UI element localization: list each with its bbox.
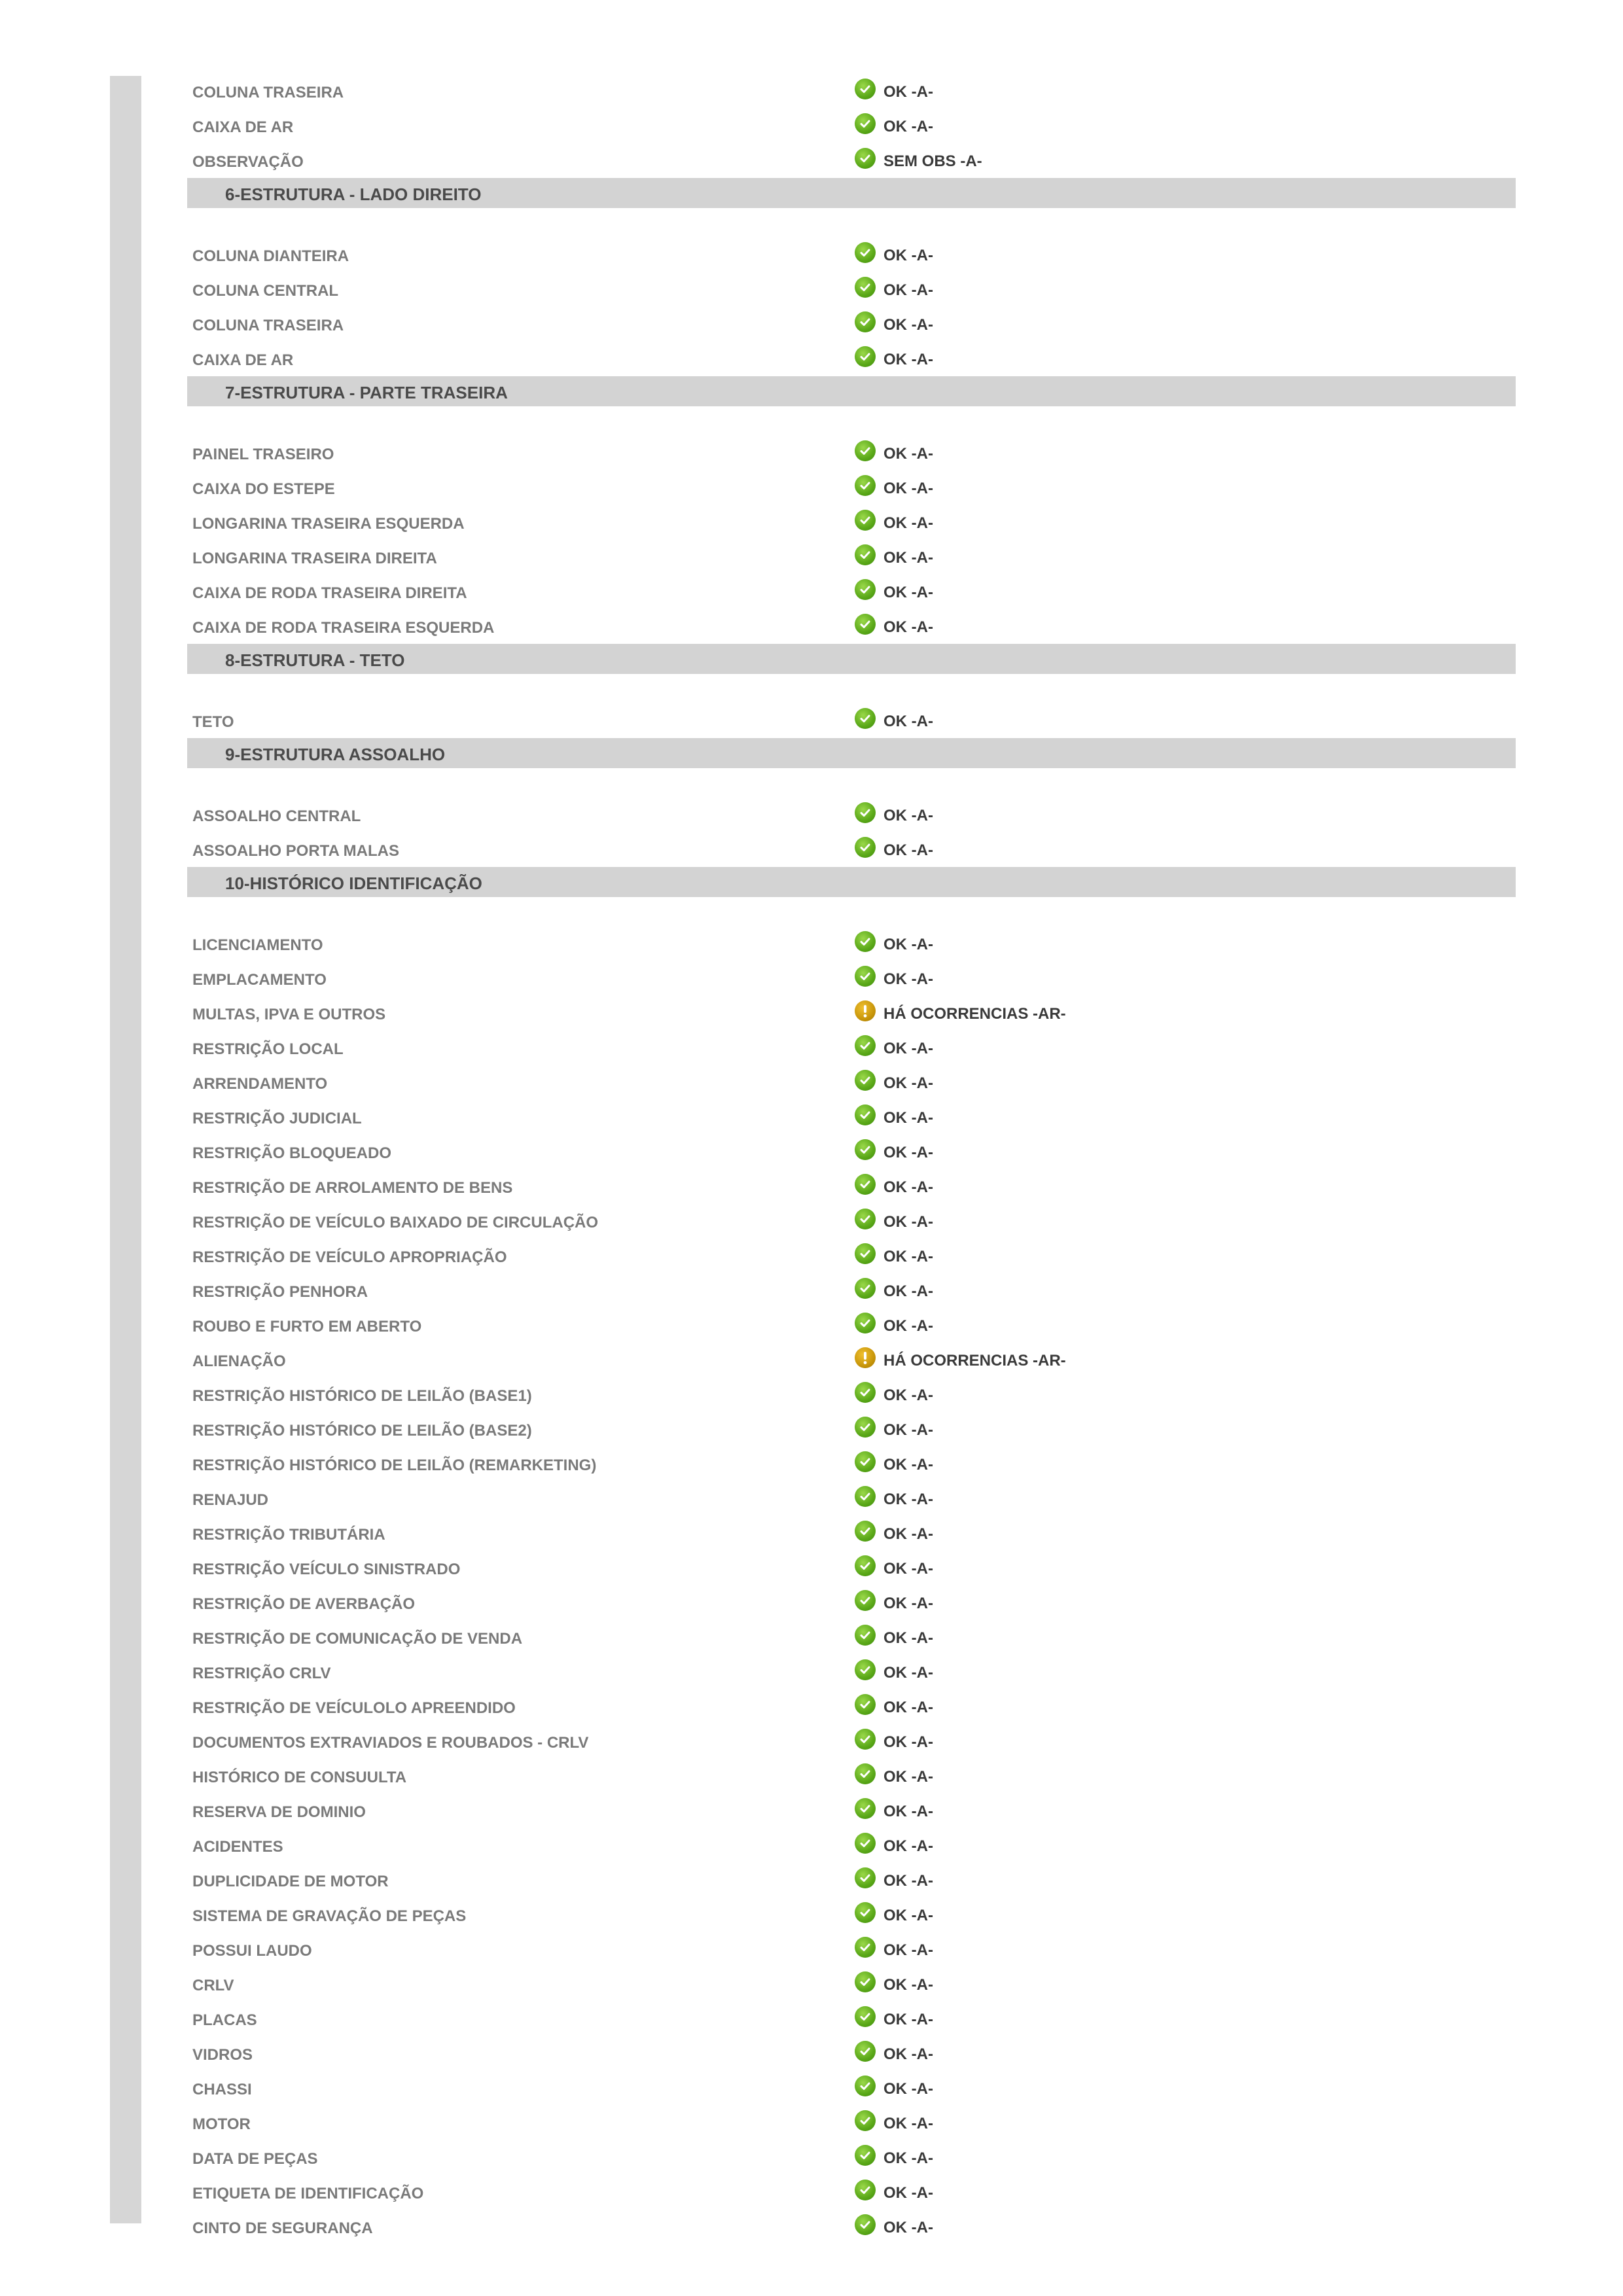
check-row — [187, 1585, 1516, 1620]
check-circle-icon — [855, 113, 876, 134]
check-circle-icon — [855, 1625, 876, 1646]
check-row — [187, 1655, 1516, 1689]
check-item-label: COLUNA TRASEIRA — [192, 84, 344, 101]
check-circle-icon — [855, 708, 876, 729]
status-text: OK -A- — [883, 1629, 933, 1647]
status-cell — [855, 111, 933, 137]
check-item-label: POSSUI LAUDO — [192, 1942, 312, 1960]
status-text: OK -A- — [883, 936, 933, 953]
status-cell — [855, 1691, 933, 1718]
check-item-label: RESTRIÇÃO JUDICIAL — [192, 1110, 362, 1127]
check-circle-icon — [855, 2110, 876, 2131]
status-text: OK -A- — [883, 1456, 933, 1474]
check-row — [187, 1759, 1516, 1793]
check-row — [187, 1724, 1516, 1759]
check-row — [187, 1412, 1516, 1447]
check-circle-icon — [855, 440, 876, 461]
check-item-label: RESTRIÇÃO LOCAL — [192, 1040, 344, 1058]
check-item-label: LONGARINA TRASEIRA DIREITA — [192, 550, 437, 567]
status-text: OK -A- — [883, 351, 933, 368]
status-cell — [855, 705, 933, 732]
status-cell — [855, 2108, 933, 2134]
status-text: OK -A- — [883, 445, 933, 463]
status-text: OK -A- — [883, 1213, 933, 1231]
section-title: 8-ESTRUTURA - TETO — [225, 650, 405, 670]
status-cell — [855, 1726, 933, 1752]
check-circle-icon — [855, 802, 876, 823]
status-cell — [855, 2212, 933, 2238]
check-item-label: LICENCIAMENTO — [192, 936, 323, 954]
check-row — [187, 1273, 1516, 1308]
status-text: HÁ OCORRENCIAS -AR- — [883, 1005, 1066, 1023]
check-row — [187, 2002, 1516, 2036]
status-text: OK -A- — [883, 316, 933, 334]
check-row — [187, 1204, 1516, 1239]
check-row — [187, 1932, 1516, 1967]
status-text: OK -A- — [883, 1976, 933, 1994]
status-text: OK -A- — [883, 2045, 933, 2063]
check-item-label: MOTOR — [192, 2115, 251, 2133]
check-item-label: ALIENAÇÃO — [192, 1352, 286, 1370]
inspection-report — [187, 74, 1516, 2244]
check-row — [187, 272, 1516, 307]
status-cell — [855, 2004, 933, 2030]
status-text: OK -A- — [883, 1907, 933, 1924]
check-circle-icon — [855, 931, 876, 952]
check-item-label: HISTÓRICO DE CONSUULTA — [192, 1769, 407, 1786]
check-circle-icon — [855, 346, 876, 367]
status-cell — [855, 1657, 933, 1683]
check-row — [187, 832, 1516, 867]
check-item-label: RESTRIÇÃO TRIBUTÁRIA — [192, 1526, 385, 1544]
section-title: 7-ESTRUTURA - PARTE TRASEIRA — [225, 383, 508, 402]
status-cell — [855, 1137, 933, 1163]
check-item-label: ARRENDAMENTO — [192, 1075, 328, 1093]
check-item-label: COLUNA DIANTEIRA — [192, 247, 349, 265]
check-circle-icon — [855, 2145, 876, 2166]
check-circle-icon — [855, 475, 876, 496]
check-row — [187, 996, 1516, 1031]
check-item-label: CRLV — [192, 1977, 234, 1994]
status-cell — [855, 611, 933, 637]
check-item-label: RESTRIÇÃO HISTÓRICO DE LEILÃO (REMARKETING) — [192, 1457, 597, 1474]
status-cell — [855, 800, 933, 826]
status-text: OK -A- — [883, 1317, 933, 1335]
section-header-9-estrutura-assoalho — [187, 738, 1516, 768]
section-title: 10-HISTÓRICO IDENTIFICAÇÃO — [225, 874, 482, 893]
status-cell — [855, 1587, 933, 1614]
status-text: OK -A- — [883, 1421, 933, 1439]
status-text: OK -A- — [883, 1525, 933, 1543]
status-cell — [855, 2142, 933, 2168]
check-item-label: CAIXA DE RODA TRASEIRA ESQUERDA — [192, 619, 495, 637]
section-header-7-estrutura-parte-traseira — [187, 376, 1516, 406]
status-text: OK -A- — [883, 1560, 933, 1578]
check-item-label: DATA DE PEÇAS — [192, 2150, 318, 2168]
check-circle-icon — [855, 1035, 876, 1056]
status-text: OK -A- — [883, 1803, 933, 1820]
status-text: OK -A- — [883, 1491, 933, 1508]
status-text: OK -A- — [883, 1699, 933, 1716]
status-text: OK -A- — [883, 480, 933, 497]
check-circle-icon — [855, 1590, 876, 1611]
check-circle-icon — [855, 1971, 876, 1992]
check-item-label: COLUNA TRASEIRA — [192, 317, 344, 334]
check-row — [187, 961, 1516, 996]
check-row — [187, 1135, 1516, 1169]
status-text: OK -A- — [883, 2184, 933, 2202]
check-item-label: RESTRIÇÃO DE VEÍCULO APROPRIAÇÃO — [192, 1248, 507, 1266]
check-circle-icon — [855, 1417, 876, 1438]
check-row — [187, 505, 1516, 540]
status-cell — [855, 274, 933, 300]
check-circle-icon — [855, 277, 876, 298]
check-item-label: ROUBO E FURTO EM ABERTO — [192, 1318, 422, 1335]
check-row — [187, 574, 1516, 609]
section-header-6-estrutura-lado-direito — [187, 178, 1516, 208]
check-row — [187, 2175, 1516, 2210]
check-row — [187, 1377, 1516, 1412]
status-text: SEM OBS -A- — [883, 152, 982, 170]
check-circle-icon — [855, 2041, 876, 2062]
check-circle-icon — [855, 1694, 876, 1715]
check-item-label: RESTRIÇÃO CRLV — [192, 1665, 331, 1682]
check-item-label: PAINEL TRASEIRO — [192, 446, 334, 463]
status-cell — [855, 2073, 933, 2099]
check-circle-icon — [855, 1521, 876, 1542]
status-cell — [855, 1934, 933, 1960]
status-text: OK -A- — [883, 1040, 933, 1057]
check-row — [187, 2036, 1516, 2071]
check-circle-icon — [855, 2006, 876, 2027]
check-row — [187, 1689, 1516, 1724]
exclamation-circle-icon — [855, 1347, 876, 1368]
check-row — [187, 1065, 1516, 1100]
status-cell — [855, 1553, 933, 1579]
check-circle-icon — [855, 1174, 876, 1195]
check-row — [187, 1967, 1516, 2002]
check-row — [187, 1308, 1516, 1343]
check-item-label: RESTRIÇÃO HISTÓRICO DE LEILÃO (BASE1) — [192, 1387, 532, 1405]
check-circle-icon — [855, 1867, 876, 1888]
status-text: OK -A- — [883, 970, 933, 988]
check-circle-icon — [855, 1451, 876, 1472]
check-row — [187, 74, 1516, 109]
status-text: OK -A- — [883, 247, 933, 264]
check-row — [187, 927, 1516, 961]
check-row — [187, 2210, 1516, 2244]
status-text: OK -A- — [883, 2219, 933, 2236]
check-circle-icon — [855, 311, 876, 332]
check-item-label: CAIXA DE AR — [192, 351, 294, 369]
status-text: OK -A- — [883, 713, 933, 730]
check-circle-icon — [855, 1382, 876, 1403]
check-item-label: CINTO DE SEGURANÇA — [192, 2219, 373, 2237]
section-title: 6-ESTRUTURA - LADO DIREITO — [225, 185, 482, 204]
status-text: OK -A- — [883, 83, 933, 101]
check-circle-icon — [855, 2180, 876, 2200]
check-item-label: ACIDENTES — [192, 1838, 283, 1856]
status-text: OK -A- — [883, 2115, 933, 2132]
status-cell — [855, 963, 933, 989]
check-row — [187, 1447, 1516, 1481]
status-text: OK -A- — [883, 2080, 933, 2098]
status-cell — [855, 76, 933, 102]
check-row — [187, 2071, 1516, 2106]
check-circle-icon — [855, 1798, 876, 1819]
check-row — [187, 1169, 1516, 1204]
check-circle-icon — [855, 148, 876, 169]
status-cell — [855, 928, 933, 955]
exclamation-circle-icon — [855, 1000, 876, 1021]
check-item-label: CAIXA DE RODA TRASEIRA DIREITA — [192, 584, 467, 602]
check-row — [187, 609, 1516, 644]
section-header-10-historico-identificacao — [187, 867, 1516, 897]
check-row — [187, 1863, 1516, 1898]
status-text: OK -A- — [883, 584, 933, 601]
check-item-label: RESERVA DE DOMINIO — [192, 1803, 366, 1821]
check-circle-icon — [855, 1278, 876, 1299]
check-row — [187, 703, 1516, 738]
check-row — [187, 1516, 1516, 1551]
check-item-label: CAIXA DO ESTEPE — [192, 480, 335, 498]
check-circle-icon — [855, 2214, 876, 2235]
status-cell — [855, 998, 1066, 1024]
check-circle-icon — [855, 1243, 876, 1264]
check-circle-icon — [855, 1937, 876, 1958]
check-item-label: ETIQUETA DE IDENTIFICAÇÃO — [192, 2185, 424, 2202]
status-text: OK -A- — [883, 1109, 933, 1127]
status-cell — [855, 1033, 933, 1059]
status-text: OK -A- — [883, 118, 933, 135]
status-text: OK -A- — [883, 1941, 933, 1959]
check-row — [187, 342, 1516, 376]
check-item-label: DUPLICIDADE DE MOTOR — [192, 1873, 389, 1890]
check-item-label: ASSOALHO PORTA MALAS — [192, 842, 399, 860]
check-row — [187, 143, 1516, 178]
section-title: 9-ESTRUTURA ASSOALHO — [225, 745, 446, 764]
check-row — [187, 1828, 1516, 1863]
check-item-label: RENAJUD — [192, 1491, 269, 1509]
check-item-label: RESTRIÇÃO DE VEÍCULOLO APREENDIDO — [192, 1699, 516, 1717]
check-circle-icon — [855, 1833, 876, 1854]
status-cell — [855, 542, 933, 568]
check-circle-icon — [855, 579, 876, 600]
check-circle-icon — [855, 966, 876, 987]
status-cell — [855, 1414, 933, 1440]
check-row — [187, 1031, 1516, 1065]
check-circle-icon — [855, 614, 876, 635]
check-item-label: EMPLACAMENTO — [192, 971, 327, 989]
check-item-label: CHASSI — [192, 2081, 252, 2098]
check-row — [187, 1343, 1516, 1377]
status-cell — [855, 1518, 933, 1544]
check-row — [187, 1620, 1516, 1655]
status-text: OK -A- — [883, 1595, 933, 1612]
status-cell — [855, 1067, 933, 1093]
check-circle-icon — [855, 1313, 876, 1333]
check-item-label: CAIXA DE AR — [192, 118, 294, 136]
status-cell — [855, 145, 982, 171]
check-item-label: RESTRIÇÃO DE COMUNICAÇÃO DE VENDA — [192, 1630, 523, 1648]
status-text: OK -A- — [883, 2149, 933, 2167]
check-item-label: RESTRIÇÃO DE ARROLAMENTO DE BENS — [192, 1179, 513, 1197]
status-text: OK -A- — [883, 2011, 933, 2028]
status-cell — [855, 1899, 933, 1926]
check-item-label: MULTAS, IPVA E OUTROS — [192, 1006, 386, 1023]
status-text: OK -A- — [883, 1282, 933, 1300]
status-text: OK -A- — [883, 281, 933, 299]
check-circle-icon — [855, 79, 876, 99]
status-cell — [855, 1622, 933, 1648]
status-text: OK -A- — [883, 618, 933, 636]
status-cell — [855, 1483, 933, 1510]
status-cell — [855, 309, 933, 335]
check-circle-icon — [855, 1070, 876, 1091]
check-item-label: RESTRIÇÃO PENHORA — [192, 1283, 368, 1301]
status-text: OK -A- — [883, 1872, 933, 1890]
check-circle-icon — [855, 1729, 876, 1750]
check-row — [187, 1239, 1516, 1273]
status-text: OK -A- — [883, 1768, 933, 1786]
check-item-label: ASSOALHO CENTRAL — [192, 807, 361, 825]
check-item-label: DOCUMENTOS EXTRAVIADOS E ROUBADOS - CRLV — [192, 1734, 589, 1752]
status-cell — [855, 1969, 933, 1995]
status-cell — [855, 1865, 933, 1891]
status-cell — [855, 1761, 933, 1787]
status-cell — [855, 1171, 933, 1197]
status-text: OK -A- — [883, 514, 933, 532]
status-cell — [855, 2177, 933, 2203]
check-row — [187, 540, 1516, 574]
status-text: OK -A- — [883, 1074, 933, 1092]
status-cell — [855, 472, 933, 499]
status-cell — [855, 1795, 933, 1822]
status-text: OK -A- — [883, 1248, 933, 1265]
check-row — [187, 1100, 1516, 1135]
check-row — [187, 798, 1516, 832]
check-item-label: RESTRIÇÃO DE VEÍCULO BAIXADO DE CIRCULAÇÃO — [192, 1214, 599, 1231]
status-cell — [855, 1241, 933, 1267]
check-row — [187, 436, 1516, 470]
status-cell — [855, 438, 933, 464]
check-item-label: COLUNA CENTRAL — [192, 282, 339, 300]
check-circle-icon — [855, 1659, 876, 1680]
status-cell — [855, 2038, 933, 2064]
status-text: HÁ OCORRENCIAS -AR- — [883, 1352, 1066, 1369]
left-margin-bar — [110, 76, 141, 2223]
check-circle-icon — [855, 1104, 876, 1125]
check-row — [187, 2106, 1516, 2140]
status-cell — [855, 1345, 1066, 1371]
check-circle-icon — [855, 2075, 876, 2096]
check-circle-icon — [855, 242, 876, 263]
status-cell — [855, 1449, 933, 1475]
check-circle-icon — [855, 1486, 876, 1507]
check-item-label: OBSERVAÇÃO — [192, 153, 304, 171]
status-text: OK -A- — [883, 807, 933, 824]
check-row — [187, 2140, 1516, 2175]
check-circle-icon — [855, 1209, 876, 1229]
check-circle-icon — [855, 1139, 876, 1160]
check-row — [187, 307, 1516, 342]
check-circle-icon — [855, 510, 876, 531]
status-text: OK -A- — [883, 1664, 933, 1682]
status-cell — [855, 1310, 933, 1336]
status-cell — [855, 1102, 933, 1128]
check-circle-icon — [855, 1555, 876, 1576]
check-item-label: VIDROS — [192, 2046, 253, 2064]
check-item-label: RESTRIÇÃO VEÍCULO SINISTRADO — [192, 1561, 461, 1578]
check-item-label: TETO — [192, 713, 234, 731]
check-item-label: RESTRIÇÃO DE AVERBAÇÃO — [192, 1595, 416, 1613]
check-circle-icon — [855, 1763, 876, 1784]
check-row — [187, 1793, 1516, 1828]
status-cell — [855, 507, 933, 533]
check-row — [187, 109, 1516, 143]
status-text: OK -A- — [883, 1837, 933, 1855]
section-header-8-estrutura-teto — [187, 644, 1516, 674]
check-circle-icon — [855, 544, 876, 565]
status-cell — [855, 834, 933, 860]
status-cell — [855, 1830, 933, 1856]
check-item-label: PLACAS — [192, 2011, 257, 2029]
check-item-label: SISTEMA DE GRAVAÇÃO DE PEÇAS — [192, 1907, 467, 1925]
check-row — [187, 1551, 1516, 1585]
check-item-label: RESTRIÇÃO BLOQUEADO — [192, 1144, 392, 1162]
check-item-label: RESTRIÇÃO HISTÓRICO DE LEILÃO (BASE2) — [192, 1422, 532, 1439]
status-text: OK -A- — [883, 1733, 933, 1751]
status-cell — [855, 576, 933, 603]
check-row — [187, 238, 1516, 272]
status-cell — [855, 239, 933, 266]
status-text: OK -A- — [883, 1144, 933, 1161]
check-circle-icon — [855, 837, 876, 858]
status-text: OK -A- — [883, 1386, 933, 1404]
check-row — [187, 1481, 1516, 1516]
status-text: OK -A- — [883, 841, 933, 859]
status-text: OK -A- — [883, 1178, 933, 1196]
status-cell — [855, 1379, 933, 1405]
check-row — [187, 1898, 1516, 1932]
check-item-label: LONGARINA TRASEIRA ESQUERDA — [192, 515, 465, 533]
check-circle-icon — [855, 1902, 876, 1923]
status-text: OK -A- — [883, 549, 933, 567]
status-cell — [855, 1275, 933, 1301]
status-cell — [855, 344, 933, 370]
check-row — [187, 470, 1516, 505]
status-cell — [855, 1206, 933, 1232]
